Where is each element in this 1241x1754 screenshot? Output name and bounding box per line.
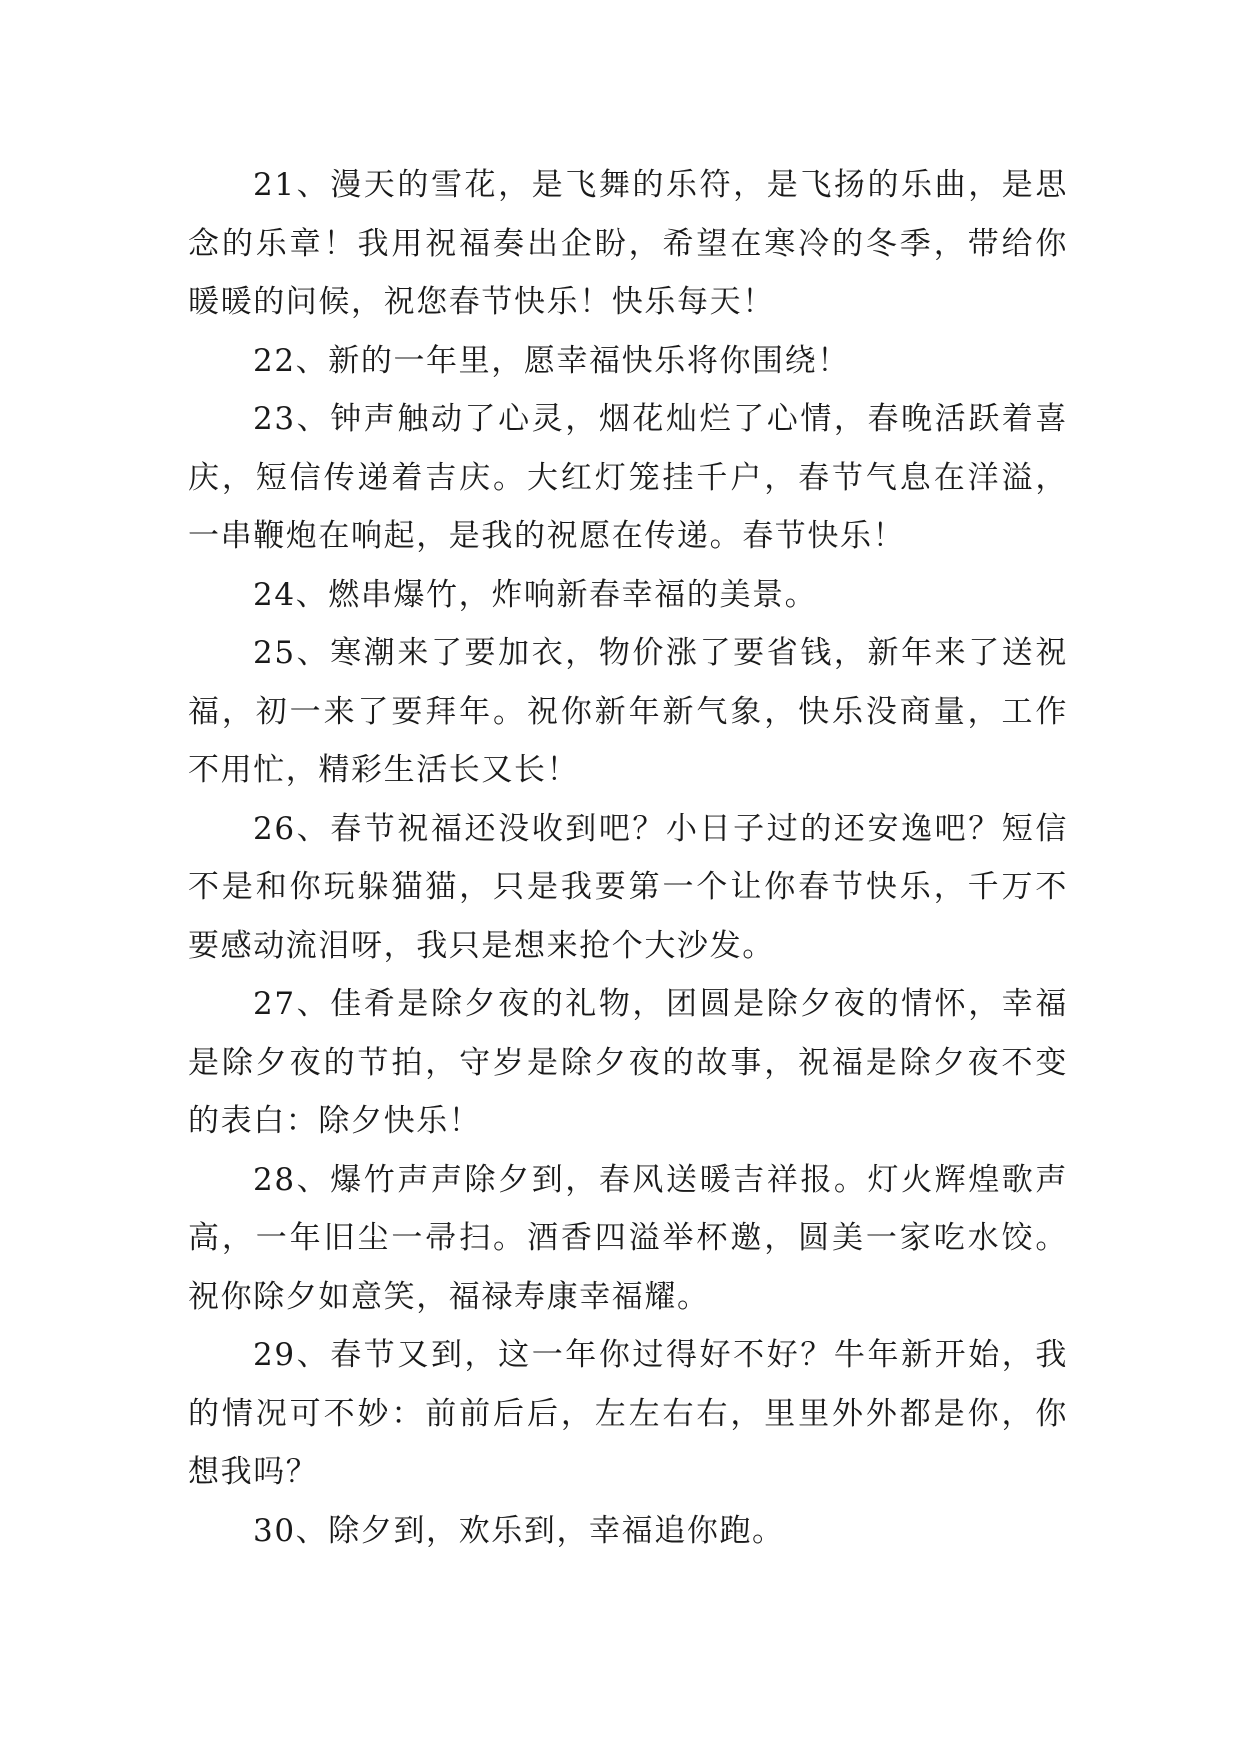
document-body (188, 156, 1068, 1560)
paragraph-27: 27、佳肴是除夕夜的礼物，团圆是除夕夜的情怀，幸福是除夕夜的节拍，守岁是除夕夜的故事，祝福是除夕夜不变的表白：除夕快乐！ (188, 986, 1068, 1139)
paragraph-24: 24、燃串爆竹，炸响新春幸福的美景。 (253, 576, 818, 613)
paragraph-28: 28、爆竹声声除夕到，春风送暖吉祥报。灯火辉煌歌声高，一年旧尘一帚扫。酒香四溢举杯邀，圆美一家吃水饺。祝你除夕如意笑，福禄寿康幸福耀。 (188, 1161, 1068, 1315)
paragraph-29: 29、春节又到，这一年你过得好不好？牛年新开始，我的情况可不妙：前前后后，左左右右，里里外外都是你，你想我吗？ (188, 1337, 1068, 1490)
paragraph-23: 23、钟声触动了心灵，烟花灿烂了心情，春晚活跃着喜庆，短信传递着吉庆。大红灯笼挂千户，春节气息在洋溢，一串鞭炮在响起，是我的祝愿在传递。春节快乐！ (188, 401, 1068, 554)
paragraph-30: 30、除夕到，欢乐到，幸福追你跑。 (253, 1512, 785, 1549)
paragraph-22: 22、新的一年里，愿幸福快乐将你围绕！ (253, 342, 850, 379)
paragraph-21: 21、漫天的雪花，是飞舞的乐符，是飞扬的乐曲，是思念的乐章！我用祝福奏出企盼，希望在寒冷的冬季，带给你暖暖的问候，祝您春节快乐！快乐每天！ (188, 167, 1068, 320)
paragraph-25: 25、寒潮来了要加衣，物价涨了要省钱，新年来了送祝福，初一来了要拜年。祝你新年新气象，快乐没商量，工作不用忙，精彩生活长又长！ (188, 635, 1068, 788)
paragraph-26: 26、春节祝福还没收到吧？小日子过的还安逸吧？短信不是和你玩躲猫猫，只是我要第一个让你春节快乐，千万不要感动流泪呀，我只是想来抢个大沙发。 (188, 810, 1068, 964)
